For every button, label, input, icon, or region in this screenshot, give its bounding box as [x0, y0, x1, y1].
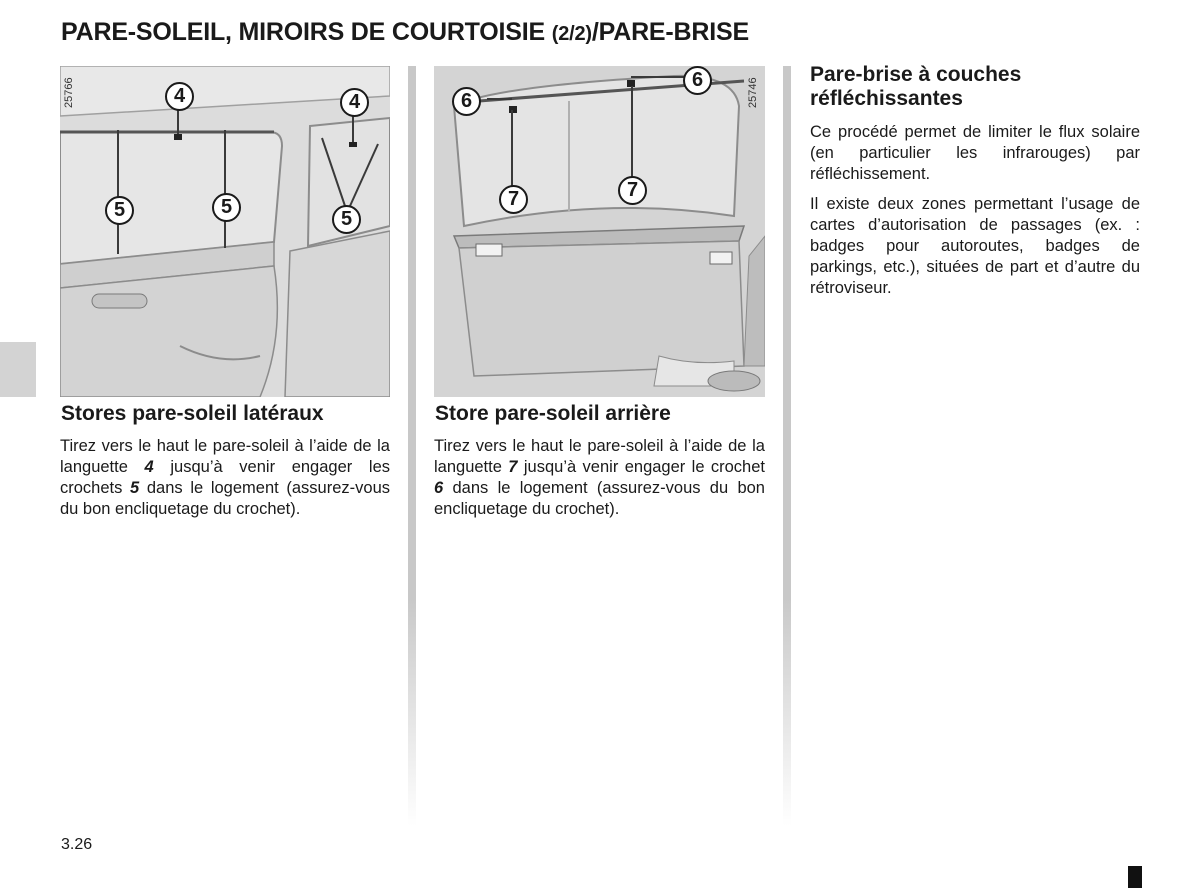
column-divider-1: [408, 66, 416, 826]
column-divider-2: [783, 66, 791, 826]
chapter-tab: [0, 342, 36, 397]
callout-4: 4: [165, 82, 194, 111]
callout-7: 7: [499, 185, 528, 214]
figure-code: 25746: [747, 77, 759, 108]
section-heading-lateral: Stores pare-soleil latéraux: [61, 402, 324, 425]
callout-7: 7: [618, 176, 647, 205]
callout-5: 5: [212, 193, 241, 222]
page-corner-mark: [1128, 866, 1142, 888]
callout-5: 5: [105, 196, 134, 225]
lateral-instructions: Tirez vers le haut le pare-soleil à l’aide de la languette 4 jusqu’à venir engager les crochets 5 dans le logement (assurez-vous du bon encliquetage du crochet).: [60, 437, 390, 518]
rear-instructions: Tirez vers le haut le pare-soleil à l’aide de la languette 7 jusqu’à venir engager le crochet 6 dans le logement (assurez-vous du bon encliquetage du crochet).: [434, 437, 765, 518]
page-number: 3.26: [61, 836, 93, 853]
page-title: PARE-SOLEIL, MIROIRS DE COURTOISIE (2/2)/PARE-BRISE: [61, 18, 749, 46]
rear-sunblind-illustration: [434, 66, 765, 397]
rear-window-drawing: [434, 66, 765, 397]
callout-5: 5: [332, 205, 361, 234]
callout-4: 4: [340, 88, 369, 117]
section-heading-rear: Store pare-soleil arrière: [435, 402, 671, 425]
side-sunblind-illustration: [60, 66, 390, 397]
figure-code: 25766: [63, 77, 75, 108]
windscreen-paragraph-2: Il existe deux zones permettant l’usage de cartes d’autorisation de passages (ex. : badges pour autoroutes, badges de parkings, etc.), situées de part et d’autre du rétroviseur.: [810, 195, 1140, 297]
windscreen-paragraph-1: Ce procédé permet de limiter le flux solaire (en particulier les infrarouges) par réfléchissement.: [810, 123, 1140, 183]
callout-6: 6: [452, 87, 481, 116]
callout-6: 6: [683, 66, 712, 95]
section-heading-windscreen: Pare-brise à couches réfléchissantes: [810, 63, 1022, 110]
